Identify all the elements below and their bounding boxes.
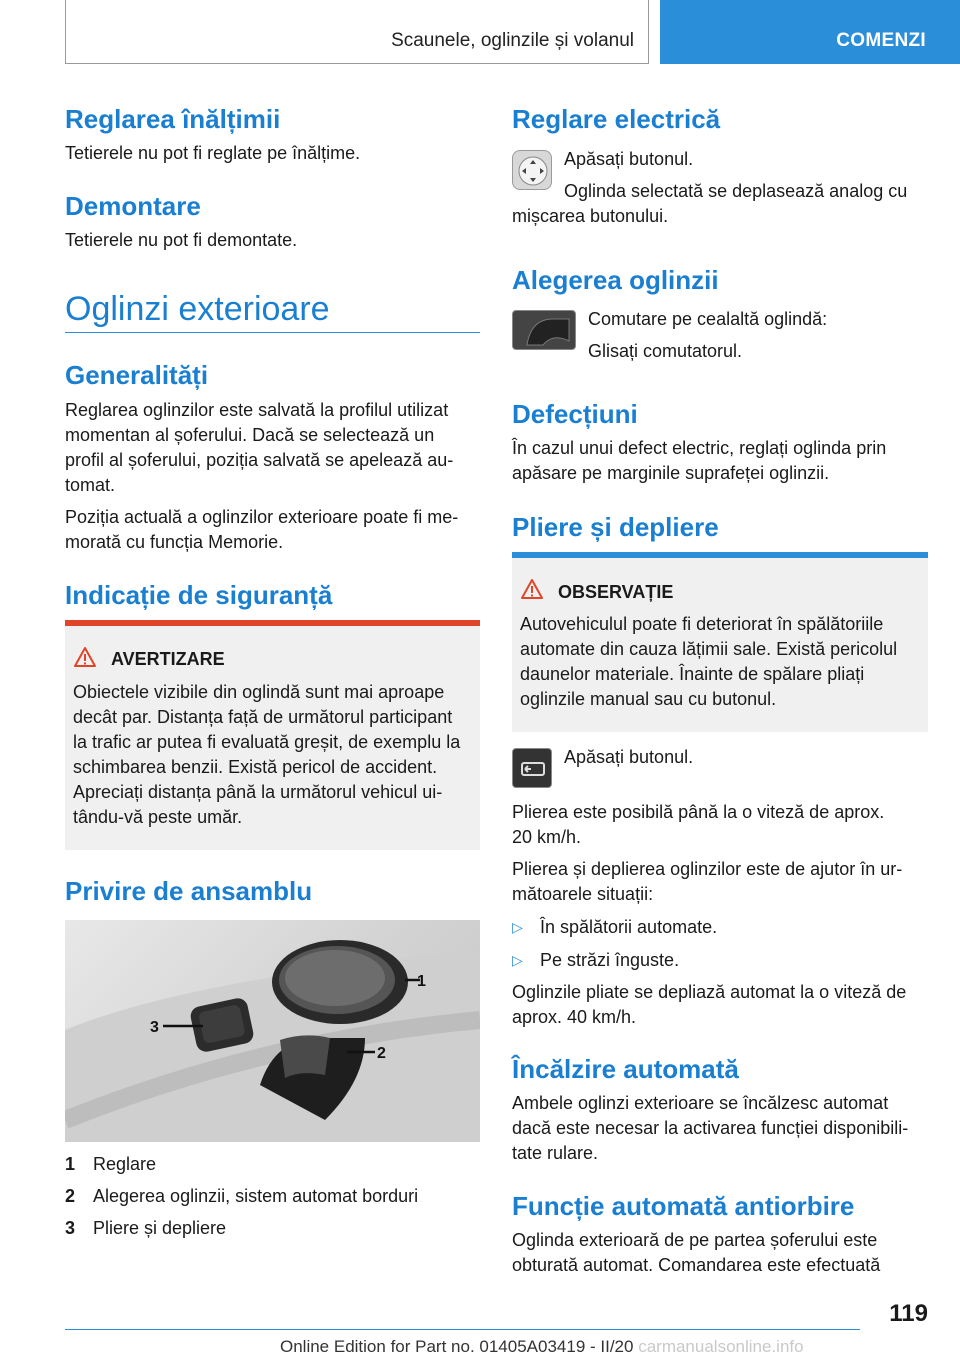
legend-list — [65, 1154, 480, 1250]
heading-overview: Privire de ansamblu — [65, 876, 313, 906]
bullet-item: ▷ În spălătorii automate. — [512, 917, 718, 937]
warning-bar — [65, 620, 480, 626]
edition-text: Online Edition for Part no. 01405A03419 - II/20 — [280, 1337, 634, 1356]
heading-exterior-mirrors: Oglinzi exterioare — [65, 290, 330, 328]
text-general-1: Reglarea oglinzilor este salvată la profilul utilizat momentan al șoferului. Dacă se selectează un profil al șoferului, poziția salvată se apelează au- tomat. — [65, 400, 454, 495]
header-frame — [65, 0, 649, 64]
note-box — [512, 552, 928, 732]
heading-general: Generalități — [65, 360, 209, 390]
legend-item: 1 Reglare — [65, 1154, 157, 1174]
heading-safety: Indicație de siguranță — [65, 580, 333, 610]
legend-item: 2 Alegerea oglinzii, sistem automat borduri — [65, 1186, 419, 1206]
section-title: Scaunele, oglinzile și volanul — [391, 30, 634, 51]
bullet-item: ▷ Pe străzi înguste. — [512, 950, 680, 970]
warning-box — [65, 620, 480, 850]
heading-fold: Pliere și depliere — [512, 512, 719, 542]
heading-select-mirror: Alegerea oglinzii — [512, 265, 719, 295]
mirror-selector-switch-icon — [512, 310, 576, 350]
page-number: 119 — [889, 1300, 928, 1327]
text-fold-press: Apăsați butonul. — [564, 747, 694, 767]
note-title: OBSERVAȚIE — [558, 582, 674, 602]
text-select-1: Comutare pe cealaltă oglindă: — [588, 309, 828, 329]
warning-triangle-icon — [73, 646, 97, 668]
tab-label: COMENZI — [836, 30, 926, 51]
footer-rule — [65, 1329, 860, 1330]
heading-removal: Demontare — [65, 191, 201, 221]
text-fold-2: Plierea și deplierea oglinzilor este de ajutor în ur- mătoarele situații: — [512, 859, 903, 904]
text-general-2: Poziția actuală a oglinzilor exterioare poate fi me- morată cu funcția Memorie. — [65, 507, 459, 552]
fold-button-icon — [512, 748, 552, 788]
text-removal: Tetierele nu pot fi demontate. — [65, 230, 298, 250]
watermark: carmanualsonline.info — [638, 1337, 804, 1356]
heading-height: Reglarea înălțimii — [65, 104, 281, 134]
text-height: Tetierele nu pot fi reglate pe înălțime. — [65, 143, 361, 163]
heading-heating: Încălzire automată — [512, 1054, 739, 1084]
joystick-button-icon — [512, 150, 552, 190]
warning-text: Obiectele vizibile din oglindă sunt mai aproape decât par. Distanța față de următorul participant la trafic ar putea fi evaluată greșit, de exemplu la schimbarea benzii. Există pericol de accident. Apreciați distanța până la următorul vehicul ui- tându-vă peste umăr. — [73, 682, 461, 827]
caution-triangle-icon — [520, 578, 544, 600]
legend-item: 3 Pliere și depliere — [65, 1218, 227, 1238]
text-antiglare: Oglinda exterioară de pe partea șoferului este obturată automat. Comandarea este efectuată — [512, 1230, 881, 1275]
mirror-controls-photo — [65, 920, 480, 1142]
text-electric-2a: Oglinda selectată se deplasează analog cu — [564, 181, 908, 201]
section-rule — [65, 332, 480, 333]
footer-edition — [280, 1337, 804, 1357]
text-faults: În cazul unui defect electric, reglați oglinda prin apăsare pe marginile suprafeței oglinzii. — [512, 438, 887, 483]
text-electric-2b: mișcarea butonului. — [512, 206, 669, 226]
text-electric-1: Apăsați butonul. — [564, 149, 694, 169]
note-text: Autovehiculul poate fi deteriorat în spălătoriile automate din cauza lățimii sale. Există pericolul daunelor materiale. Înainte de spălare pliați oglinzile manual sau cu butonul. — [520, 614, 898, 709]
text-fold-1: Plierea este posibilă până la o viteză de aprox. 20 km/h. — [512, 802, 885, 847]
text-fold-3: Oglinzile pliate se depliază automat la o viteză de aprox. 40 km/h. — [512, 982, 907, 1027]
heading-faults: Defecțiuni — [512, 399, 638, 429]
callout-1: 1 — [417, 973, 426, 990]
callout-2: 2 — [377, 1045, 386, 1062]
note-bar — [512, 552, 928, 558]
callout-3: 3 — [150, 1019, 159, 1036]
warning-title: AVERTIZARE — [111, 649, 225, 669]
text-heating: Ambele oglinzi exterioare se încălzesc automat dacă este necesar la activarea funcției disponibili- tate rulare. — [512, 1093, 909, 1163]
heading-antiglare: Funcție automată antiorbire — [512, 1191, 855, 1221]
heading-electric: Reglare electrică — [512, 104, 721, 134]
tab-comenzi[interactable] — [660, 0, 960, 64]
text-select-2: Glisați comutatorul. — [588, 341, 743, 361]
